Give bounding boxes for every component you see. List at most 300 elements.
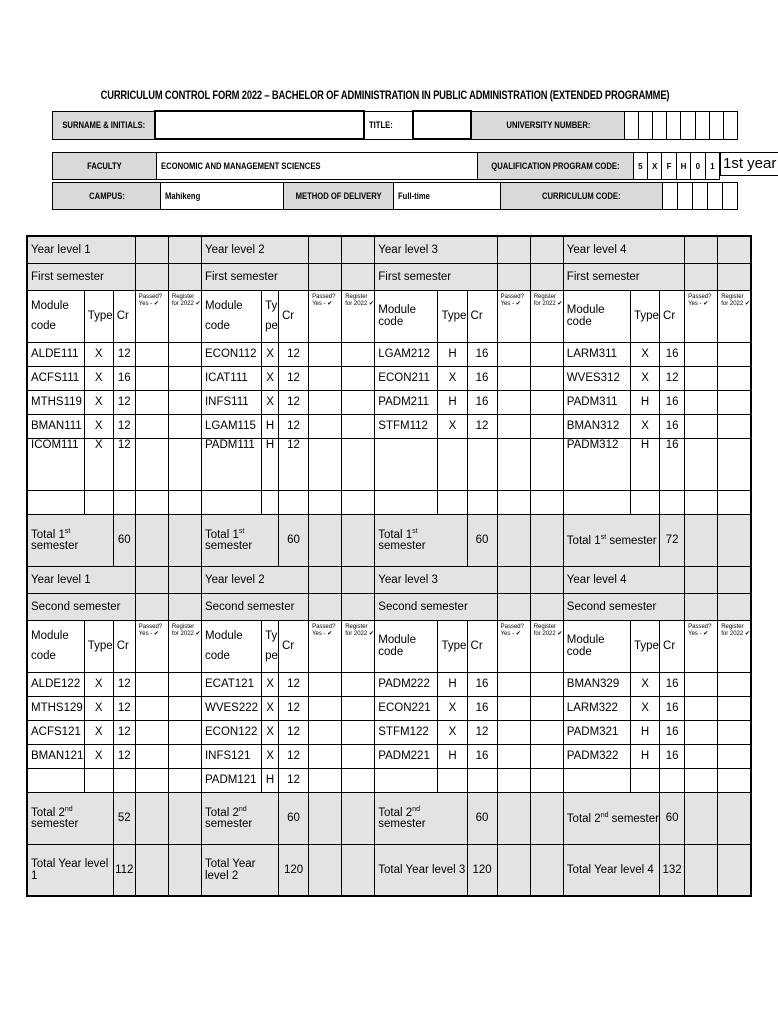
module-row xyxy=(27,366,751,390)
passed-checkbox-cell[interactable] xyxy=(685,414,718,438)
module-credits-cell: 12 xyxy=(113,720,135,744)
blank-cell xyxy=(718,566,751,593)
module-type-cell: X xyxy=(631,672,660,696)
module-row xyxy=(27,672,751,696)
year-header-row xyxy=(27,236,751,263)
module-code-cell xyxy=(201,490,261,514)
module-credits-cell xyxy=(467,438,497,490)
module-code-cell: LARM322 xyxy=(563,696,630,720)
type-header xyxy=(262,620,279,672)
module-code-cell: PADM222 xyxy=(375,672,438,696)
register-checkbox-cell[interactable] xyxy=(342,438,375,490)
register-checkbox-cell[interactable] xyxy=(718,720,751,744)
year-total-value: 120 xyxy=(467,844,497,896)
module-code-cell: ECON221 xyxy=(375,696,438,720)
register-checkbox-cell[interactable] xyxy=(168,768,201,792)
semester-label: First semester xyxy=(375,263,497,290)
passed-header: Passed? Yes - ✔ xyxy=(497,620,530,672)
passed-checkbox-cell[interactable] xyxy=(685,672,718,696)
passed-checkbox-cell[interactable] xyxy=(497,414,530,438)
blank-cell xyxy=(530,236,563,263)
register-checkbox-cell[interactable] xyxy=(342,390,375,414)
qual-code-digit: 5 xyxy=(633,153,647,180)
module-code-cell: ALDE122 xyxy=(27,672,84,696)
surname-field[interactable] xyxy=(155,111,364,139)
type-header: Type xyxy=(438,290,467,342)
blank-cell xyxy=(497,263,530,290)
register-checkbox-cell[interactable] xyxy=(342,672,375,696)
register-checkbox-cell[interactable] xyxy=(530,744,563,768)
type-header: Type xyxy=(631,620,660,672)
passed-checkbox-cell[interactable] xyxy=(309,414,342,438)
blank-cell xyxy=(135,593,168,620)
title-field[interactable] xyxy=(413,111,472,139)
passed-checkbox-cell[interactable] xyxy=(309,366,342,390)
qual-code-digit: 0 xyxy=(691,153,705,180)
semester-label: First semester xyxy=(201,263,308,290)
passed-checkbox-cell[interactable] xyxy=(685,390,718,414)
blank-cell xyxy=(685,263,718,290)
passed-checkbox-cell[interactable] xyxy=(497,768,530,792)
passed-checkbox-cell[interactable] xyxy=(497,720,530,744)
header-text: code xyxy=(31,650,56,662)
passed-header: Passed? Yes - ✔ xyxy=(685,620,718,672)
blank-cell xyxy=(342,844,375,896)
module-code-cell: LARM311 xyxy=(563,342,630,366)
passed-checkbox-cell[interactable] xyxy=(497,342,530,366)
module-type-cell xyxy=(631,490,660,514)
register-checkbox-cell[interactable] xyxy=(718,744,751,768)
passed-checkbox-cell[interactable] xyxy=(135,342,168,366)
module-code-cell: BMAN121 xyxy=(27,744,84,768)
blank-cell xyxy=(309,566,342,593)
passed-checkbox-cell[interactable] xyxy=(497,672,530,696)
passed-checkbox-cell[interactable] xyxy=(135,414,168,438)
register-header: Register for 2022 ✔ xyxy=(718,620,751,672)
register-header: Register for 2022 ✔ xyxy=(530,620,563,672)
register-header: Register for 2022 ✔ xyxy=(168,620,201,672)
register-checkbox-cell[interactable] xyxy=(168,342,201,366)
module-credits-cell: 12 xyxy=(467,414,497,438)
blank-cell xyxy=(497,593,530,620)
passed-checkbox-cell[interactable] xyxy=(309,342,342,366)
register-checkbox-cell[interactable] xyxy=(342,744,375,768)
blank-cell xyxy=(309,844,342,896)
blank-cell xyxy=(718,263,751,290)
register-checkbox-cell[interactable] xyxy=(530,438,563,490)
campus-label: CAMPUS: xyxy=(53,183,161,210)
semester-total-label: Total 2nd semester xyxy=(563,792,659,844)
register-checkbox-cell[interactable] xyxy=(530,768,563,792)
univ-digit-box[interactable] xyxy=(709,111,723,139)
year-header-row xyxy=(27,566,751,593)
module-credits-cell: 16 xyxy=(660,390,685,414)
header-text: code xyxy=(204,320,230,332)
semester-label: First semester xyxy=(563,263,684,290)
blank-cell xyxy=(135,514,168,566)
blank-cell xyxy=(168,593,201,620)
blank-cell xyxy=(342,263,375,290)
register-header: Register for 2022 ✔ xyxy=(530,290,563,342)
register-checkbox-cell[interactable] xyxy=(168,390,201,414)
register-checkbox-cell[interactable] xyxy=(168,672,201,696)
register-header: Register for 2022 ✔ xyxy=(168,290,201,342)
module-credits-cell: 12 xyxy=(279,744,309,768)
blank-cell xyxy=(342,566,375,593)
module-code-cell xyxy=(375,768,438,792)
module-code-cell xyxy=(27,490,84,514)
register-checkbox-cell[interactable] xyxy=(530,342,563,366)
register-checkbox-cell[interactable] xyxy=(718,438,751,490)
register-checkbox-cell[interactable] xyxy=(530,414,563,438)
blank-cell xyxy=(168,236,201,263)
module-credits-cell: 12 xyxy=(113,414,135,438)
module-type-cell: X xyxy=(84,366,113,390)
univ-digit-box[interactable] xyxy=(723,111,737,139)
univ-digit-box[interactable] xyxy=(624,111,638,139)
module-credits-cell: 12 xyxy=(279,414,309,438)
passed-checkbox-cell[interactable] xyxy=(309,768,342,792)
module-code-cell: STFM112 xyxy=(375,414,438,438)
semester-total-value: 52 xyxy=(113,792,135,844)
module-credits-cell: 16 xyxy=(660,696,685,720)
module-type-cell: X xyxy=(631,414,660,438)
module-type-cell: X xyxy=(84,414,113,438)
module-row xyxy=(27,342,751,366)
year-total-label: Total Year level 2 xyxy=(201,844,278,896)
module-code-cell: WVES312 xyxy=(563,366,630,390)
register-checkbox-cell[interactable] xyxy=(342,490,375,514)
module-credits-cell: 16 xyxy=(467,366,497,390)
module-type-cell: H xyxy=(631,744,660,768)
passed-checkbox-cell[interactable] xyxy=(685,490,718,514)
blank-cell xyxy=(685,792,718,844)
register-checkbox-cell[interactable] xyxy=(342,696,375,720)
module-row xyxy=(27,438,751,490)
register-checkbox-cell[interactable] xyxy=(718,768,751,792)
credits-header: Cr xyxy=(279,620,309,672)
blank-cell xyxy=(497,236,530,263)
year-level-label: Year level 1 xyxy=(27,236,135,263)
module-credits-cell: 12 xyxy=(113,342,135,366)
passed-header: Passed? Yes - ✔ xyxy=(497,290,530,342)
register-checkbox-cell[interactable] xyxy=(530,696,563,720)
blank-cell xyxy=(135,566,168,593)
credits-header: Cr xyxy=(660,620,685,672)
module-type-cell: X xyxy=(84,696,113,720)
register-checkbox-cell[interactable] xyxy=(342,342,375,366)
passed-checkbox-cell[interactable] xyxy=(497,438,530,490)
register-checkbox-cell[interactable] xyxy=(718,672,751,696)
module-credits-cell: 12 xyxy=(279,768,309,792)
qualification-code-label: QUALIFICATION PROGRAM CODE: xyxy=(477,153,633,180)
delivery-label: METHOD OF DELIVERY xyxy=(284,183,393,210)
passed-header: Passed? Yes - ✔ xyxy=(309,290,342,342)
module-credits-cell: 12 xyxy=(279,366,309,390)
module-credits-cell: 16 xyxy=(660,438,685,490)
blank-cell xyxy=(718,593,751,620)
register-checkbox-cell[interactable] xyxy=(530,720,563,744)
module-type-cell: X xyxy=(262,672,279,696)
passed-checkbox-cell[interactable] xyxy=(135,390,168,414)
passed-checkbox-cell[interactable] xyxy=(685,720,718,744)
semester-header-row xyxy=(27,263,751,290)
passed-checkbox-cell[interactable] xyxy=(135,438,168,490)
semester-total-label: Total 2nd semester xyxy=(201,792,278,844)
module-type-cell: X xyxy=(262,390,279,414)
blank-cell xyxy=(497,844,530,896)
module-credits-cell: 12 xyxy=(113,672,135,696)
module-code-cell: ALDE111 xyxy=(27,342,84,366)
semester-total-row xyxy=(27,514,751,566)
faculty-value: ECONOMIC AND MANAGEMENT SCIENCES xyxy=(156,153,477,180)
curriculum-code-box[interactable] xyxy=(692,183,707,210)
semester-label: Second semester xyxy=(201,593,308,620)
module-credits-cell: 12 xyxy=(279,342,309,366)
passed-checkbox-cell[interactable] xyxy=(309,744,342,768)
module-credits-cell: 12 xyxy=(279,696,309,720)
semester-total-value: 60 xyxy=(467,514,497,566)
module-credits-cell: 16 xyxy=(467,342,497,366)
module-credits-cell: 16 xyxy=(660,672,685,696)
register-checkbox-cell[interactable] xyxy=(168,438,201,490)
blank-cell xyxy=(685,593,718,620)
passed-checkbox-cell[interactable] xyxy=(309,696,342,720)
blank-cell xyxy=(168,844,201,896)
year-level-label: Year level 2 xyxy=(201,566,308,593)
passed-checkbox-cell[interactable] xyxy=(135,744,168,768)
passed-header: Passed? Yes - ✔ xyxy=(135,290,168,342)
module-type-cell: H xyxy=(262,768,279,792)
passed-checkbox-cell[interactable] xyxy=(497,696,530,720)
register-checkbox-cell[interactable] xyxy=(342,366,375,390)
passed-checkbox-cell[interactable] xyxy=(309,720,342,744)
module-code-header xyxy=(27,620,84,672)
passed-checkbox-cell[interactable] xyxy=(309,438,342,490)
register-checkbox-cell[interactable] xyxy=(168,744,201,768)
module-code-cell: LGAM212 xyxy=(375,342,438,366)
module-type-cell: H xyxy=(262,414,279,438)
header-text: Module xyxy=(31,630,69,642)
blank-cell xyxy=(168,514,201,566)
register-checkbox-cell[interactable] xyxy=(718,366,751,390)
passed-checkbox-cell[interactable] xyxy=(309,490,342,514)
blank-cell xyxy=(685,566,718,593)
register-checkbox-cell[interactable] xyxy=(718,342,751,366)
register-checkbox-cell[interactable] xyxy=(342,768,375,792)
register-checkbox-cell[interactable] xyxy=(530,490,563,514)
module-credits-cell xyxy=(279,490,309,514)
blank-cell xyxy=(497,566,530,593)
form-title: CURRICULUM CONTROL FORM 2022 – BACHELOR OF ADMINISTRATION IN PUBLIC ADMINISTRATION (EXTENDED PROGRAMME) xyxy=(100,88,670,102)
module-credits-cell: 12 xyxy=(113,390,135,414)
semester-total-value: 60 xyxy=(660,792,685,844)
module-code-cell: ACFS121 xyxy=(27,720,84,744)
passed-checkbox-cell[interactable] xyxy=(135,490,168,514)
module-type-cell: H xyxy=(438,672,467,696)
register-checkbox-cell[interactable] xyxy=(168,490,201,514)
passed-checkbox-cell[interactable] xyxy=(497,366,530,390)
passed-checkbox-cell[interactable] xyxy=(497,490,530,514)
module-type-cell: X xyxy=(84,672,113,696)
register-checkbox-cell[interactable] xyxy=(718,390,751,414)
year-total-value: 132 xyxy=(660,844,685,896)
passed-checkbox-cell[interactable] xyxy=(135,366,168,390)
curriculum-code-box[interactable] xyxy=(707,183,722,210)
faculty-table xyxy=(52,152,720,180)
register-checkbox-cell[interactable] xyxy=(168,414,201,438)
module-code-cell: ACFS111 xyxy=(27,366,84,390)
blank-cell xyxy=(168,263,201,290)
univ-digit-box[interactable] xyxy=(653,111,667,139)
register-checkbox-cell[interactable] xyxy=(530,390,563,414)
register-checkbox-cell[interactable] xyxy=(718,490,751,514)
blank-cell xyxy=(168,566,201,593)
column-header-row xyxy=(27,620,751,672)
module-code-cell: ECON122 xyxy=(201,720,261,744)
blank-cell xyxy=(342,236,375,263)
module-credits-cell: 12 xyxy=(467,720,497,744)
semester-total-value: 60 xyxy=(279,792,309,844)
module-row xyxy=(27,696,751,720)
semester-total-value: 60 xyxy=(113,514,135,566)
module-credits-cell: 16 xyxy=(660,720,685,744)
blank-cell xyxy=(135,792,168,844)
passed-checkbox-cell[interactable] xyxy=(685,696,718,720)
qual-code-digit: H xyxy=(676,153,690,180)
semester-total-label: Total 2nd semester xyxy=(27,792,113,844)
type-header xyxy=(262,290,279,342)
module-code-cell: PADM321 xyxy=(563,720,630,744)
module-code-header xyxy=(27,290,84,342)
passed-checkbox-cell[interactable] xyxy=(497,390,530,414)
blank-cell xyxy=(685,514,718,566)
univ-digit-box[interactable] xyxy=(695,111,709,139)
blank-cell xyxy=(309,593,342,620)
year-total-label: Total Year level 3 xyxy=(375,844,467,896)
univ-digit-box[interactable] xyxy=(638,111,652,139)
module-type-cell: X xyxy=(262,696,279,720)
header-text: Ty xyxy=(265,300,278,312)
univ-digit-box[interactable] xyxy=(681,111,695,139)
blank-cell xyxy=(530,514,563,566)
blank-cell xyxy=(342,514,375,566)
module-row xyxy=(27,490,751,514)
semester-total-label: Total 1st semester xyxy=(201,514,278,566)
univ-digit-box[interactable] xyxy=(667,111,681,139)
module-code-cell: BMAN312 xyxy=(563,414,630,438)
campus-table xyxy=(52,182,738,210)
faculty-label: FACULTY xyxy=(53,153,157,180)
passed-checkbox-cell[interactable] xyxy=(135,720,168,744)
register-checkbox-cell[interactable] xyxy=(530,672,563,696)
semester-total-label: Total 1st semester xyxy=(563,514,659,566)
passed-checkbox-cell[interactable] xyxy=(685,342,718,366)
semester-total-value: 72 xyxy=(660,514,685,566)
passed-checkbox-cell[interactable] xyxy=(135,768,168,792)
title-label: TITLE: xyxy=(364,111,412,139)
module-type-cell: H xyxy=(631,720,660,744)
year-level-label: Year level 4 xyxy=(563,236,684,263)
module-type-cell: H xyxy=(631,438,660,490)
register-checkbox-cell[interactable] xyxy=(718,414,751,438)
passed-checkbox-cell[interactable] xyxy=(309,672,342,696)
module-code-cell: BMAN329 xyxy=(563,672,630,696)
module-credits-cell xyxy=(467,768,497,792)
module-row xyxy=(27,768,751,792)
module-type-cell: H xyxy=(262,438,279,490)
register-checkbox-cell[interactable] xyxy=(168,696,201,720)
module-code-cell: INFS121 xyxy=(201,744,261,768)
curriculum-code-box[interactable] xyxy=(722,183,737,210)
curriculum-code-box[interactable] xyxy=(677,183,692,210)
passed-checkbox-cell[interactable] xyxy=(685,366,718,390)
curriculum-code-box[interactable] xyxy=(662,183,677,210)
module-type-cell: X xyxy=(438,366,467,390)
module-type-cell: H xyxy=(631,390,660,414)
year-total-label: Total Year level 1 xyxy=(27,844,113,896)
module-type-cell: X xyxy=(262,366,279,390)
blank-cell xyxy=(718,792,751,844)
module-credits-cell: 12 xyxy=(660,366,685,390)
blank-cell xyxy=(530,263,563,290)
passed-checkbox-cell[interactable] xyxy=(685,768,718,792)
semester-header-row xyxy=(27,593,751,620)
module-code-cell: INFS111 xyxy=(201,390,261,414)
register-checkbox-cell[interactable] xyxy=(342,720,375,744)
passed-checkbox-cell[interactable] xyxy=(135,696,168,720)
type-header: Type xyxy=(84,290,113,342)
credits-header: Cr xyxy=(113,290,135,342)
header-text: pe xyxy=(265,320,278,332)
register-checkbox-cell[interactable] xyxy=(168,366,201,390)
module-type-cell xyxy=(438,490,467,514)
passed-checkbox-cell[interactable] xyxy=(497,744,530,768)
register-checkbox-cell[interactable] xyxy=(342,414,375,438)
module-code-cell: PADM322 xyxy=(563,744,630,768)
register-checkbox-cell[interactable] xyxy=(168,720,201,744)
module-row xyxy=(27,414,751,438)
module-type-cell xyxy=(262,490,279,514)
semester-label: Second semester xyxy=(563,593,684,620)
module-code-header: Module code xyxy=(375,620,438,672)
blank-cell xyxy=(168,792,201,844)
module-credits-cell xyxy=(660,490,685,514)
credits-header: Cr xyxy=(467,620,497,672)
passed-header: Passed? Yes - ✔ xyxy=(685,290,718,342)
qual-code-digit: F xyxy=(662,153,676,180)
module-type-cell: X xyxy=(438,414,467,438)
module-type-cell xyxy=(438,768,467,792)
blank-cell xyxy=(497,792,530,844)
register-checkbox-cell[interactable] xyxy=(718,696,751,720)
register-checkbox-cell[interactable] xyxy=(530,366,563,390)
module-credits-cell xyxy=(467,490,497,514)
module-credits-cell: 16 xyxy=(660,342,685,366)
passed-checkbox-cell[interactable] xyxy=(309,390,342,414)
module-credits-cell xyxy=(113,768,135,792)
module-credits-cell: 12 xyxy=(113,744,135,768)
module-type-cell: X xyxy=(631,696,660,720)
passed-checkbox-cell[interactable] xyxy=(685,744,718,768)
module-credits-cell: 16 xyxy=(467,744,497,768)
year-level-label: Year level 2 xyxy=(201,236,308,263)
passed-checkbox-cell[interactable] xyxy=(685,438,718,490)
year-level-label: Year level 4 xyxy=(563,566,684,593)
blank-cell xyxy=(530,792,563,844)
semester-total-value: 60 xyxy=(279,514,309,566)
passed-checkbox-cell[interactable] xyxy=(135,672,168,696)
